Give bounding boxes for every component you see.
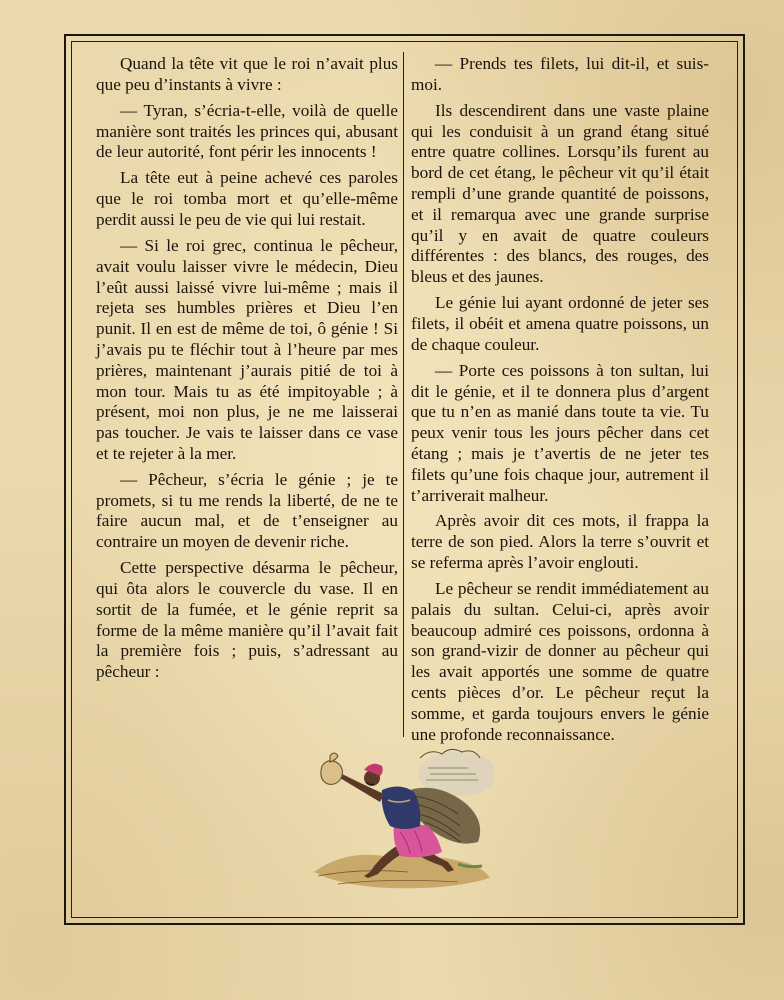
paragraph: La tête eut à peine achevé ces paroles que le roi tomba mort et qu’elle-même perdit aussi le peu de vie qui lui restait. [96, 168, 398, 229]
paragraph: — Prends tes filets, lui dit-il, et suis-moi. [411, 54, 709, 94]
paragraph: Le pêcheur se rendit immédiatement au palais du sultan. Celui-ci, après avoir beaucoup admiré ces poissons, ordonna à son grand-vizir de donner au pêcheur qui les avait apportés une somme de quatre cents pièces d’or. Le pêcheur reçut la somme, et garda toujours envers le génie une profonde reconnaissance. [411, 579, 709, 744]
fisherman-running-illustration [308, 744, 494, 892]
paragraph: Le génie lui ayant ordonné de jeter ses filets, il obéit et amena quatre poissons, un de chaque couleur. [411, 293, 709, 354]
text-column-right [411, 54, 709, 751]
paragraph: — Porte ces poissons à ton sultan, lui dit le génie, et il te donnera plus d’argent que tu n’en as manié dans toute ta vie. Tu peux venir tous les jours pêcher dans cet étang ; mais je t’avertis de ne jeter tes filets qu’une fois chaque jour, autrement il t’arriverait malheur. [411, 360, 709, 505]
paragraph: Quand la tête vit que le roi n’avait plus que peu d’instants à vivre : [96, 54, 398, 94]
text-column-left [96, 54, 398, 688]
column-divider [403, 52, 404, 737]
paragraph: — Tyran, s’écria-t-elle, voilà de quelle manière sont traités les princes qui, abusant de leur autorité, font périr les innocents ! [96, 100, 398, 162]
paragraph: — Si le roi grec, continua le pêcheur, avait voulu laisser vivre le médecin, Dieu l’eût aussi laissé vivre lui-même ; mais il rejeta ses humbles prières et Dieu l’en punit. Il en est de même de toi, ô génie ! Si j’avais pu te fléchir tout à l’heure par mes prières, maintenant j’aurais pitié de toi à mon tour. Mais tu as été impitoyable ; à présent, moi non plus, je ne me laisserai pas toucher. Je vais te laisser dans ce vase et te rejeter à la mer. [96, 235, 398, 463]
paragraph: Ils descendirent dans une vaste plaine qui les conduisit à un grand étang situé entre quatre collines. Lorsqu’ils furent au bord de cet étang, le pêcheur vit qu’il était rempli d’une grande quantité de poissons, et il remarqua avec une grande surprise qu’il y en avait de quatre couleurs différentes : des blancs, des rouges, des bleus et des jaunes. [411, 100, 709, 287]
paragraph: — Pêcheur, s’écria le génie ; je te promets, si tu me rends la liberté, de ne te faire aucun mal, et de t’enseigner au contraire un moyen de devenir riche. [96, 469, 398, 552]
paragraph: Après avoir dit ces mots, il frappa la terre de son pied. Alors la terre s’ouvrit et se referma après l’avoir englouti. [411, 511, 709, 573]
paragraph: Cette perspective désarma le pêcheur, qui ôta alors le couvercle du vase. Il en sortit de la fumée, et le génie reprit sa forme de la même manière qu’il l’avait fait la première fois ; puis, s’adressant au pêcheur : [96, 558, 398, 682]
